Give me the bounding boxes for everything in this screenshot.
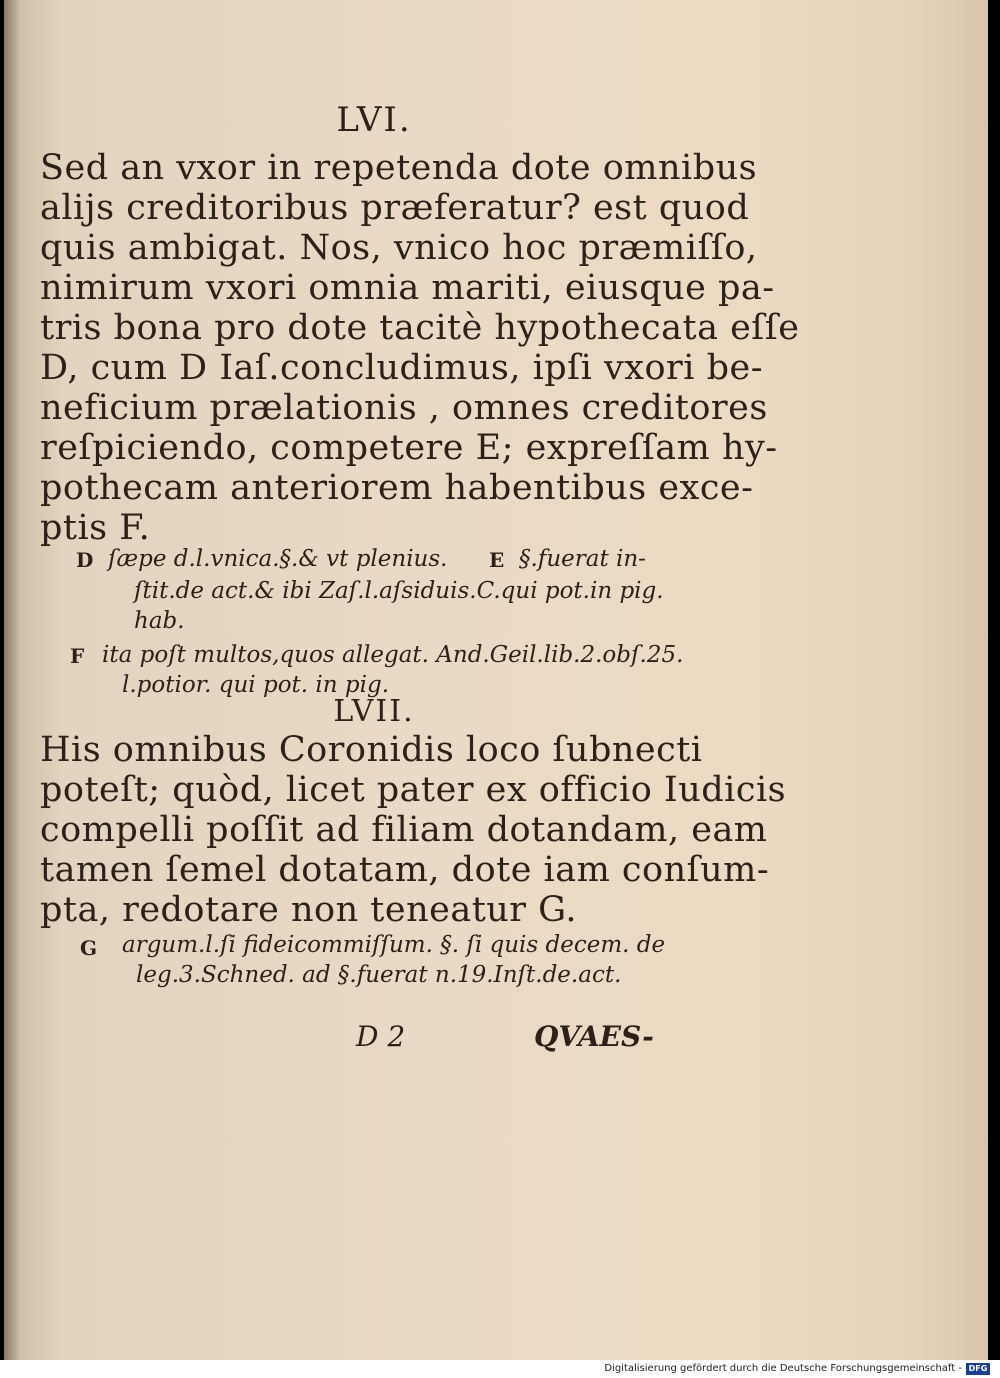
footer-bar [0,1360,1000,1378]
body-line: pothecam anteriorem habentibus exce- [40,468,754,508]
signature-mark: D 2 [356,1020,406,1053]
body-line: tamen ſemel dotatam, dote iam conſum- [40,850,770,890]
section-heading-lvi: LVI. [336,100,412,140]
footnote-line: hab. [134,608,185,634]
footnote-line: ita poſt multos,quos allegat. And.Geil.lib.2.obſ.25. [102,642,684,668]
book-page [4,0,988,1360]
body-line: poteſt; quòd, licet pater ex officio Iudicis [40,770,787,810]
footnote-marker: F [70,644,85,668]
funding-credit: Digitalisierung gefördert durch die Deutsche Forschungsgemeinschaft - [604,1363,962,1374]
body-line: D, cum D Iaſ.concludimus, ipſi vxori be- [40,348,764,388]
body-line: His omnibus Coronidis loco ſubnecti [40,730,703,770]
body-line: Sed an vxor in repetenda dote omnibus [40,148,758,188]
footnote-marker: G [80,936,98,960]
footnote-line: l.potior. qui pot. in pig. [122,672,390,698]
body-line: tris bona pro dote tacitè hypothecata eſſe [40,308,800,348]
body-line: quis ambigat. Nos, vnico hoc præmiſſo, [40,228,758,268]
catchword: QVAES- [534,1020,654,1053]
body-line: neficium prælationis , omnes creditores [40,388,768,428]
footnote-line: argum.l.ſi fideicommiſſum. §. ſi quis decem. de [122,932,666,958]
footnote-line: §.fuerat in- [519,546,646,572]
footnote-line: leg.3.Schned. ad §.fuerat n.19.Inſt.de.act. [136,962,622,988]
section-heading-lvii: LVII. [333,694,415,729]
body-line: aliјs creditoribus præferatur? est quod [40,188,750,228]
body-line: compelli poſſit ad filiam dotandam, eam [40,810,768,850]
body-line: reſpiciendo, competere E; expreſſam hy- [40,428,778,468]
footnote-line: ſæpe d.l.vnica.§.& vt plenius. [108,546,448,572]
dfg-logo-icon: DFG [966,1363,990,1375]
body-line: ptis F. [40,508,151,548]
footnote-line: ſtit.de act.& ibi Zaſ.l.aſsiduis.C.qui pot.in pig. [134,578,664,604]
body-line: pta, redotare non teneatur G. [40,890,577,930]
body-line: nimirum vxori omnia mariti, eiusque pa- [40,268,775,308]
footnote-marker: E [489,548,505,572]
footnote-marker: D [76,548,94,572]
